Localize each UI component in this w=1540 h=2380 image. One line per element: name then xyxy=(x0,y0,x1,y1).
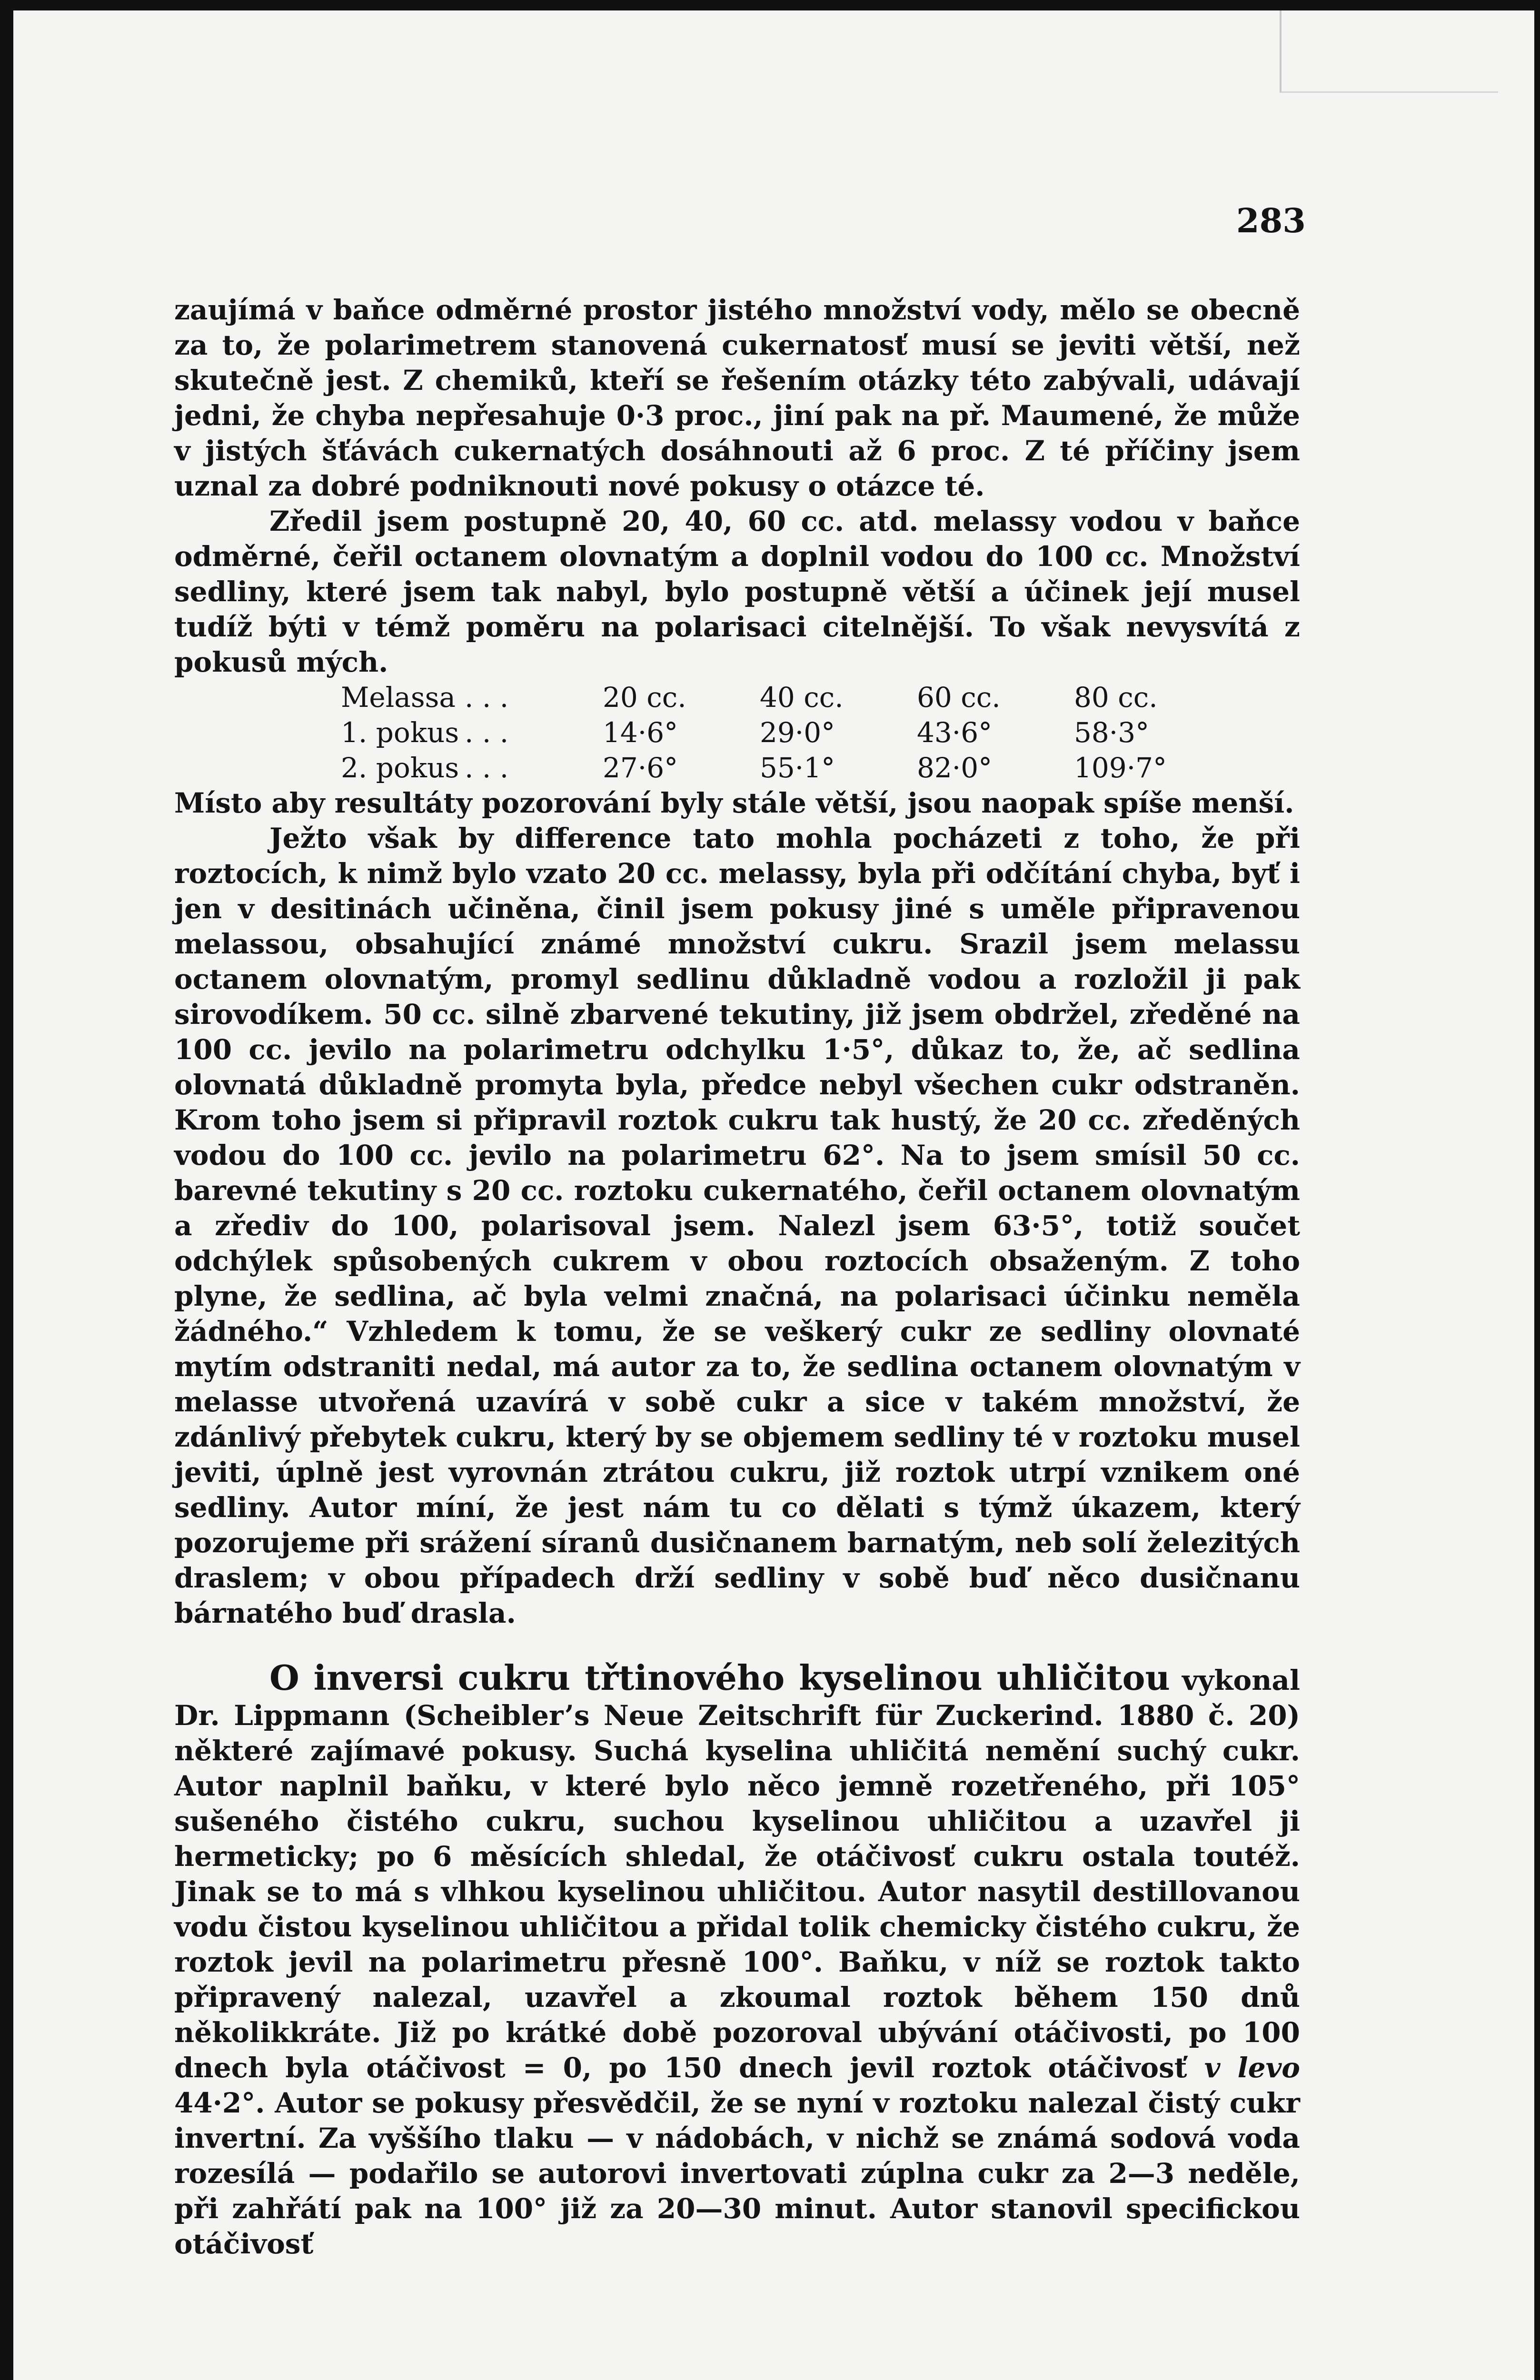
table-row xyxy=(341,750,1300,785)
scan-corner-mark xyxy=(1280,10,1498,93)
paragraph-5-text-b: 44·2°. Autor se pokusy přesvědčil, že se nyní v roztoku nalezal čistý cukr invertní. Za vyššího tlaku — v nádobách, v nichž se známá sodová voda rozesílá — podařilo se autorovi invertovati zúplna cukr za 2—3 neděle, při zahřátí pak na 100° již za 20—30 minut. Autor stanovil specifickou otáčivosť xyxy=(174,2087,1300,2260)
table-cell: Melassa xyxy=(341,681,456,714)
paragraph-1: zaujímá v baňce odměrné prostor jistého množství vody, mělo se obecně za to, že polarimetrem stanovená cukernatosť musí se jeviti větší, než skutečně jest. Z chemiků, kteří se řešením otázky této zabývali, udávají jedni, že chyba nepřesahuje 0·3 proc., jiní pak na př. Maumené, že může v jistých šťávách cukernatých dosáhnouti až 6 proc. Z té příčiny jsem uznal za dobré podniknouti nové pokusy o otázce té. xyxy=(174,294,1300,502)
table-cell: . . . xyxy=(465,681,509,714)
body-text xyxy=(174,292,1300,2261)
paragraph-5-italic: v levo xyxy=(1204,2052,1300,2084)
section-heading: O inversi cukru třtinového kyselinou uhličitou xyxy=(269,1657,1170,1698)
table-cell: 80 cc. xyxy=(1074,681,1158,714)
table-row xyxy=(341,680,1300,715)
table-row xyxy=(341,715,1300,750)
table-cell: 1. pokus xyxy=(341,716,459,749)
table-cell: 2. pokus xyxy=(341,752,459,784)
table-cell: 82·0° xyxy=(917,752,993,784)
table-cell: 27·6° xyxy=(603,752,678,784)
table-cell: 14·6° xyxy=(603,716,678,749)
paragraph-5-text-a: vykonal Dr. Lippmann (Scheibler’s Neue Zeitschrift für Zuckerind. 1880 č. 20) některé zajímavé pokusy. Suchá kyselina uhličitá nemění suchý cukr. Autor naplnil baňku, v které bylo něco jemně rozetřeného, při 105° sušeného čistého cukru, suchou kyselinou uhličitou a uzavřel ji hermeticky; po 6 měsících shledal, že otáčivosť cukru ostala toutéž. Jinak se to má s vlhkou kyselinou uhličitou. Autor nasytil destillovanou vodu čistou kyselinou uhličitou a přidal tolik chemicky čistého cukru, že roztok jevil na polarimetru přesně 100°. Baňku, v níž se roztok takto připravený nalezal, uzavřel a zkoumal roztok během 150 dnů několikkráte. Již po krátké době pozoroval ubývání otáčivosti, po 100 dnech byla otáčivost = 0, po 150 dnech jevil roztok otáčivosť xyxy=(174,1664,1301,2084)
table-cell: 60 cc. xyxy=(917,681,1001,714)
table-cell: . . . xyxy=(465,752,509,784)
paragraph-3: Místo aby resultáty pozorování byly stále větší, jsou naopak spíše menší. xyxy=(174,787,1294,819)
table-cell: 55·1° xyxy=(760,752,835,784)
paragraph-2: Zředil jsem postupně 20, 40, 60 cc. atd. melassy vodou v baňce odměrné, čeřil octanem olovnatým a doplnil vodou do 100 cc. Množství sedliny, které jsem tak nabyl, bylo postupně větší a účinek její musel tudíž býti v témž poměru na polarisaci citelnější. To však nevysvítá z pokusů mých. xyxy=(174,505,1300,678)
data-table xyxy=(174,680,1300,785)
paragraph-4: Ježto však by difference tato mohla pocházeti z toho, že při roztocích, k nimž bylo vzato 20 cc. melassy, byla při odčítání chyba, byť i jen v desitinách učiněna, činil jsem pokusy jiné s uměle připravenou melassou, obsahující známé množství cukru. Srazil jsem melassu octanem olovnatým, promyl sedlinu důkladně vodou a rozložil ji pak sirovodíkem. 50 cc. silně zbarvené tekutiny, již jsem obdržel, zředěné na 100 cc. jevilo na polarimetru odchylku 1·5°, důkaz to, že, ač sedlina olovnatá důkladně promyta byla, předce nebyl všechen cukr odstraněn. Krom toho jsem si připravil roztok cukru tak hustý, že 20 cc. zředěných vodou do 100 cc. jevilo na polarimetru 62°. Na to jsem smísil 50 cc. barevné tekutiny s 20 cc. roztoku cukernatého, čeřil octanem olovnatým a zřediv do 100, polarisoval jsem. Nalezl jsem 63·5°, totiž součet odchýlek spůsobených cukrem v obou roztocích obsaženým. Z toho plyne, že sedlina, ač byla velmi značná, na polarisaci účinku neměla žádného.“ Vzhledem k tomu, že se veškerý cukr ze sedliny olovnaté mytím odstraniti nedal, má autor za to, že sedlina octanem olovnatým v melasse utvořená uzavírá v sobě cukr a sice v takém množství, že zdánlivý přebytek cukru, který by se objemem sedliny té v roztoku musel jeviti, úplně jest vyrovnán ztrátou cukru, již roztok utrpí vznikem oné sedliny. Autor míní, že jest nám tu co dělati s týmž úkazem, který pozorujeme při srážení síranů dusičnanem barnatým, neb solí železitých draslem; v obou případech drží sedliny v sobě buď něco dusičnanu bárnatého buď drasla. xyxy=(174,822,1300,1629)
paragraph-5 xyxy=(174,1657,1301,2261)
table-cell: 109·7° xyxy=(1074,752,1167,784)
table-cell: 40 cc. xyxy=(760,681,844,714)
table-cell: 58·3° xyxy=(1074,716,1150,749)
table-cell: 20 cc. xyxy=(603,681,686,714)
table-cell: 29·0° xyxy=(760,716,835,749)
document-page xyxy=(13,10,1534,2380)
table-cell: . . . xyxy=(465,716,509,749)
table-cell: 43·6° xyxy=(917,716,993,749)
page-number: 283 xyxy=(1236,201,1306,240)
